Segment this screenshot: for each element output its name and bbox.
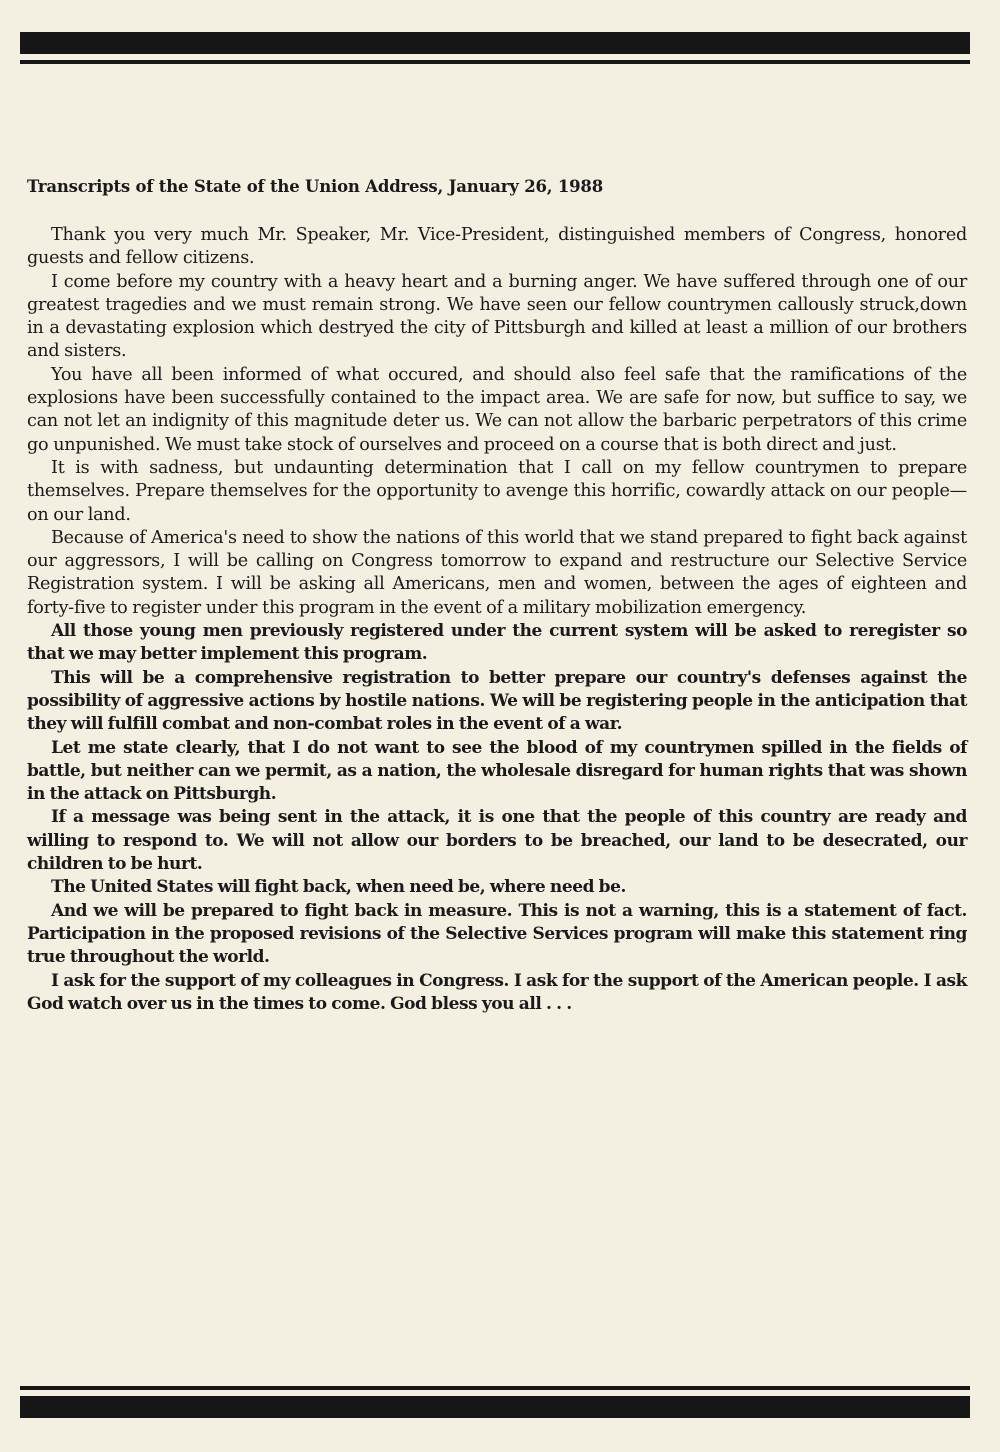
paragraph-8: Let me state clearly, that I do not want to see the blood of my countrymen spilled in the fields of battle, but neither can we permit, as a nation, the wholesale disregard for human rights that was shown in the attack on Pittsburgh. <box>27 737 967 805</box>
paragraph-12: I ask for the support of my colleagues in Congress. I ask for the support of the American people. I ask God watch over us in the times to come. God bless you all . . . <box>27 970 967 1014</box>
top-thick-rule <box>20 32 970 54</box>
paragraph-7: This will be a comprehensive registration to better prepare our country's defenses against the possibility of aggressive actions by hostile nations. We will be registering people in the anticipation that they will fulfill combat and non-combat roles in the event of a war. <box>27 667 967 735</box>
paragraph-5: Because of America's need to show the nations of this world that we stand prepared to fight back against our aggressors, I will be calling on Congress tomorrow to expand and restructure our Selective Service Registration system. I will be asking all Americans, men and women, between the ages of eighteen and forty-five to register under this program in the event of a military mobilization emergency. <box>27 527 967 618</box>
paragraph-6: All those young men previously registered under the current system will be asked to reregister so that we may better implement this program. <box>27 621 967 665</box>
top-thin-rule <box>20 60 970 64</box>
bottom-thin-rule <box>20 1386 970 1390</box>
paragraph-11: And we will be prepared to fight back in measure. This is not a warning, this is a statement of fact. Participation in the proposed revisions of the Selective Services program will make this statement ring true throughout the world. <box>27 900 967 968</box>
paragraph-1: Thank you very much Mr. Speaker, Mr. Vice-President, distinguished members of Congress, honored guests and fellow citizens. <box>27 225 967 269</box>
bottom-thick-rule <box>20 1396 970 1418</box>
paragraph-4: It is with sadness, but undaunting determination that I call on my fellow countrymen to prepare themselves. Prepare themselves for the opportunity to avenge this horrific, cowardly attack on our people—on our land. <box>27 457 967 525</box>
paragraph-2: I come before my country with a heavy heart and a burning anger. We have suffered through one of our greatest tragedies and we must remain strong. We have seen our fellow countrymen callously struck,down in a devastating explosion which destryed the city of Pittsburgh and killed at least a million of our brothers and sisters. <box>27 271 967 362</box>
page-title: Transcripts of the State of the Union Address, January 26, 1988 <box>27 177 603 196</box>
paragraph-9: If a message was being sent in the attack, it is one that the people of this country are ready and willing to respond to. We will not allow our borders to be breached, our land to be desecrated, our children to be hurt. <box>27 807 967 875</box>
transcript-body <box>27 224 967 1016</box>
paragraph-10: The United States will fight back, when need be, where need be. <box>51 877 626 898</box>
paragraph-3: You have all been informed of what occured, and should also feel safe that the ramifications of the explosions have been successfully contained to the impact area. We are safe for now, but suffice to say, we can not let an indignity of this magnitude deter us. We can not allow the barbaric perpetrators of this crime go unpunished. We must take stock of ourselves and proceed on a course that is both direct and just. <box>27 364 967 455</box>
